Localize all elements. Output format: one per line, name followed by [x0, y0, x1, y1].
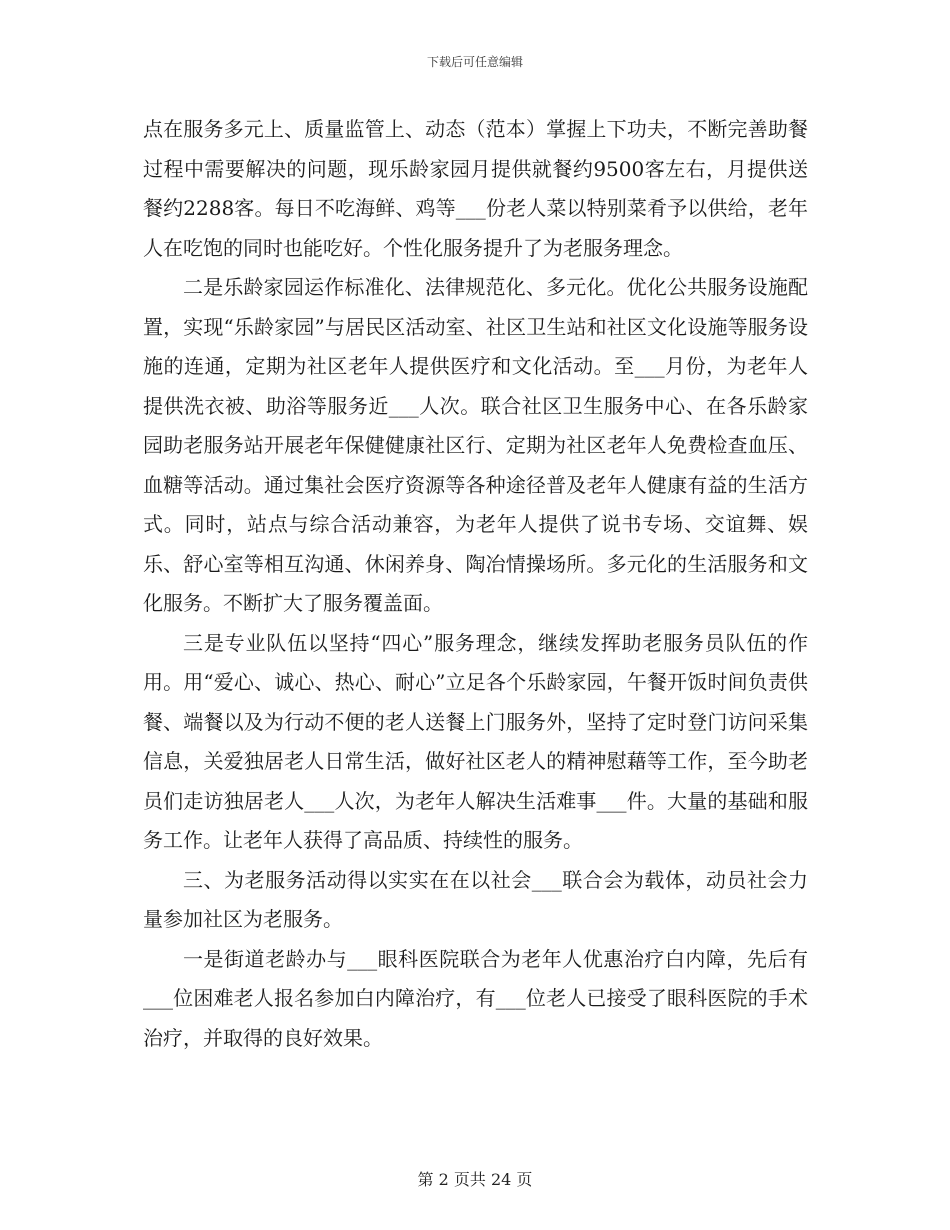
page-header: 下载后可任意编辑	[426, 55, 523, 69]
paragraph-3: 三是专业队伍以坚持“四心”服务理念，继续发挥助老服务员队伍的作用。用“爱心、诚心、热心、耐心”立足各个乐龄家园，午餐开饭时间负责供餐、端餐以及为行动不便的老人送餐上门服务外，坚持了定时登门访问采集信息，关爱独居老人日常生活，做好社区老人的精神慰藉等工作，至今助老员们走访独居老人___人次，为老年人解决生活难事___件。大量的基础和服务工作。让老年人获得了高品质、持续性的服务。	[143, 630, 808, 852]
page-number-footer: 第 2 页共 24 页	[417, 1170, 533, 1189]
paragraph-2: 二是乐龄家园运作标准化、法律规范化、多元化。优化公共服务设施配置，实现“乐龄家园”与居民区活动室、社区卫生站和社区文化设施等服务设施的连通，定期为社区老年人提供医疗和文化活动。至___月份，为老年人提供洗衣被、助浴等服务近___人次。联合社区卫生服务中心、在各乐龄家园助老服务站开展老年保健健康社区行、定期为社区老年人免费检查血压、血糖等活动。通过集社会医疗资源等各种途径普及老年人健康有益的生活方式。同时，站点与综合活动兼容，为老年人提供了说书专场、交谊舞、娱乐、舒心室等相互沟通、休闲养身、陶冶情操场所。多元化的生活服务和文化服务。不断扩大了服务覆盖面。	[143, 275, 808, 615]
paragraph-5: 一是街道老龄办与___眼科医院联合为老年人优惠治疗白内障，先后有___位困难老人报名参加白内障治疗，有___位老人已接受了眼科医院的手术治疗，并取得的良好效果。	[143, 946, 808, 1050]
paragraph-1: 点在服务多元上、质量监管上、动态（范本）掌握上下功夫，不断完善助餐过程中需要解决的问题，现乐龄家园月提供就餐约9500客左右，月提供送餐约2288客。每日不吃海鲜、鸡等___份老人菜以特别菜肴予以供给，老年人在吃饱的同时也能吃好。个性化服务提升了为老服务理念。	[143, 117, 808, 260]
document-body	[143, 110, 808, 1058]
paragraph-4: 三、为老服务活动得以实实在在以社会___联合会为载体，动员社会力量参加社区为老服务。	[143, 867, 808, 931]
